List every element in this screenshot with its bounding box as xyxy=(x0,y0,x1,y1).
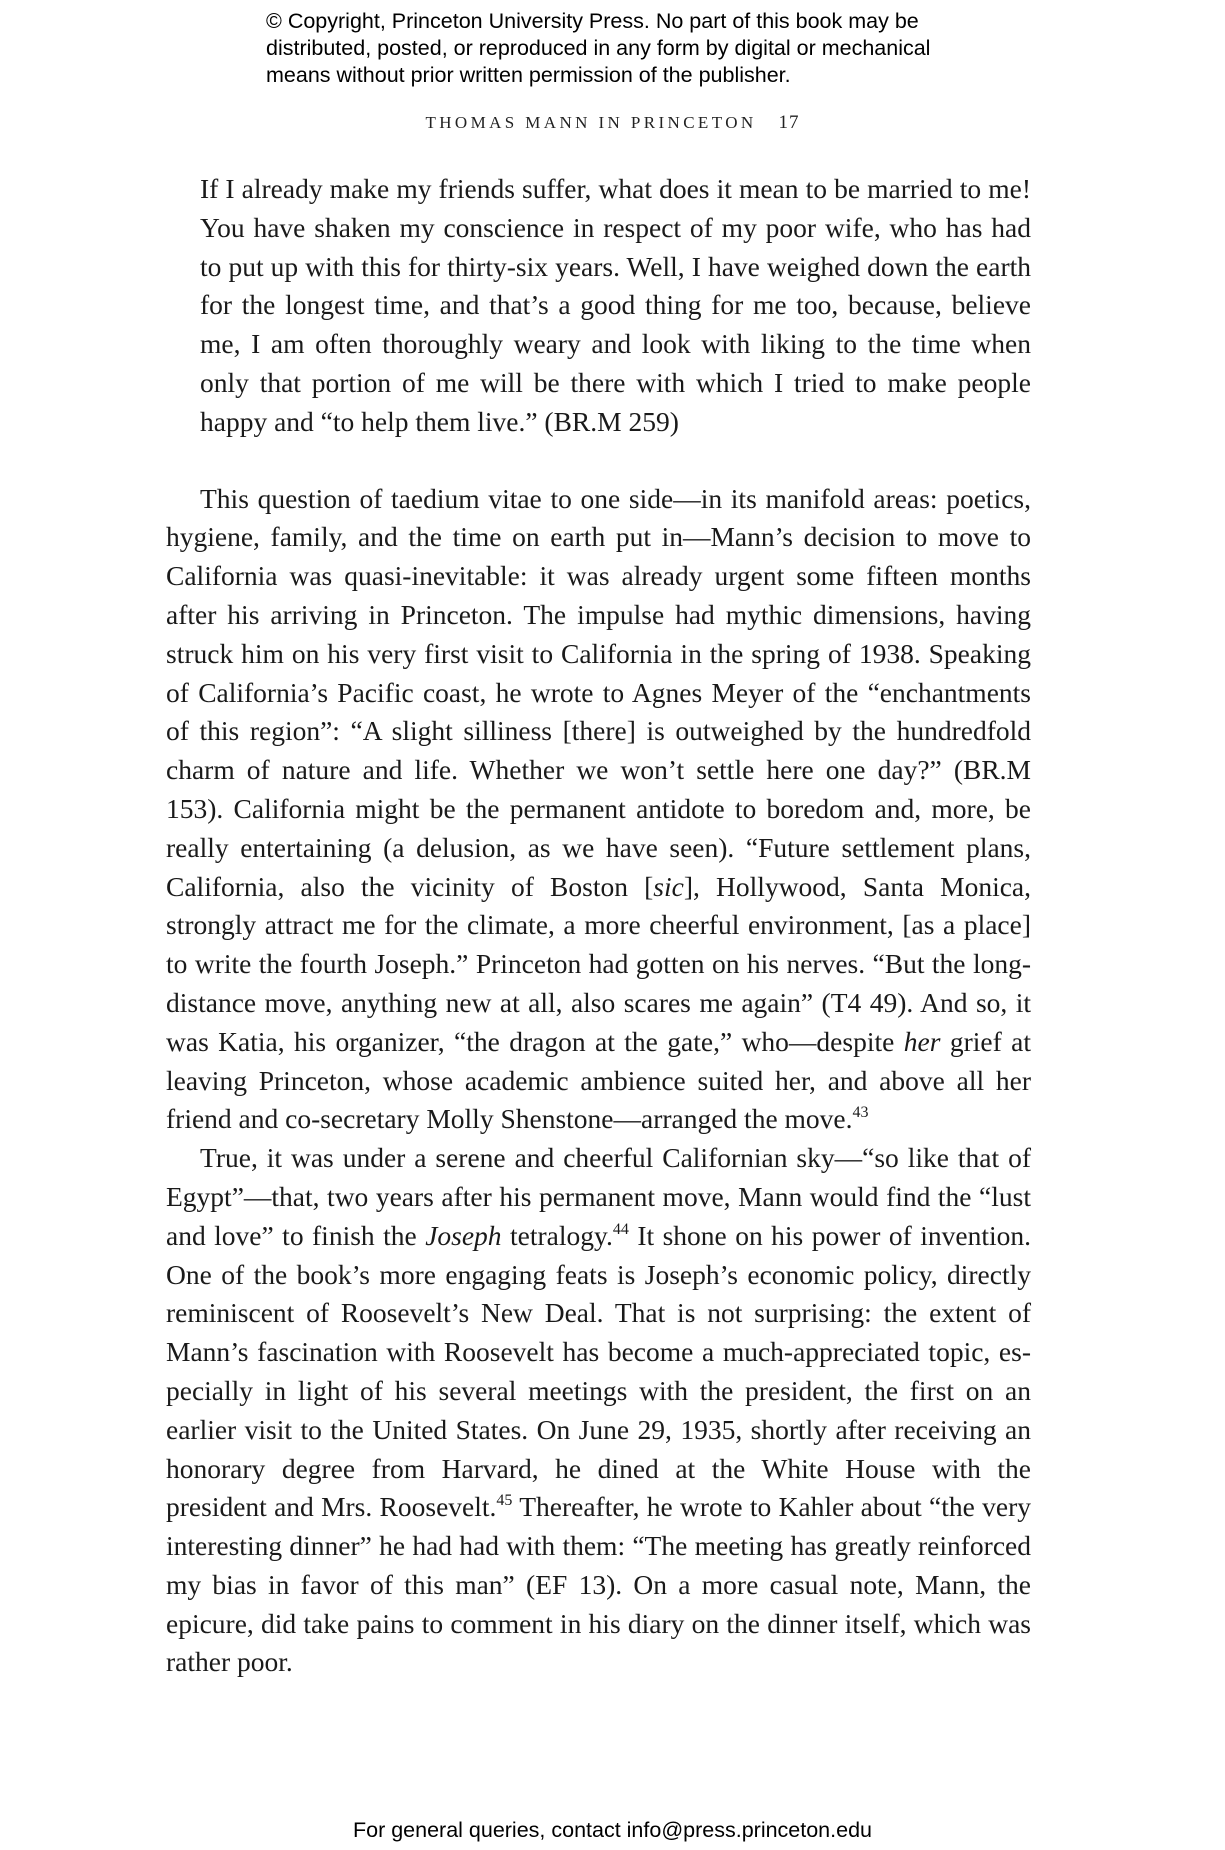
block-quotation: If I already make my friends suffer, what does it mean to be married to me! You have shaken my conscience in respect of my poor wife, who has had to put up with this for thirty-six years. Well, I have weighed down the earth for the longest time, and that’s a good thing for me too, because, believe me, I am often thoroughly weary and look with liking to the time when only that portion of me will be there with which I tried to make people happy and “to help them live.” (BR.M 259) xyxy=(200,173,1031,437)
body-text xyxy=(166,170,1031,1682)
copyright-line-3: means without prior written permission of the publisher. xyxy=(266,63,791,87)
footer-contact: For general queries, contact info@press.princeton.edu xyxy=(352,1818,872,1842)
paragraph-2: True, it was under a serene and cheerful Californian sky—“so like that of Egypt”—that, two years after his permanent move, Mann would find the “lust and love” to finish the Joseph tetralogy.$^{44}$ It shone on his power of invention. One of the book’s more engaging feats is Joseph’s economic policy, directly reminiscent of Roosevelt’s New Deal. That is not surprising: the extent of Mann’s fascination with Roosevelt has become a much-appreciated topic, especially in light of his several meetings with the president, the first on an earlier visit to the United States. On June 29, 1935, shortly after receiving an honorary degree from Harvard, he dined at the White House with the president and Mrs. Roosevelt.$^{45}$ Thereafter, he wrote to Kahler about “the very interesting dinner” he had had with them: “The meeting has greatly reinforced my bias in favor of this man” (EF 13). On a more casual note, Mann, the epicure, did take pains to comment in his diary on the dinner itself, which was rather poor. xyxy=(166,1142,1031,1678)
footnote-ref-44[interactable]: 44 xyxy=(612,1220,629,1238)
footnote-ref-45[interactable]: 45 xyxy=(496,1492,513,1510)
running-head xyxy=(0,112,1225,134)
copyright-line-2: distributed, posted, or reproduced in any form by digital or mechanical xyxy=(266,36,931,60)
copyright-notice xyxy=(266,8,1026,89)
sic-italic: sic xyxy=(653,870,684,902)
copyright-line-1: © Copyright, Princeton University Press. No part of this book may be xyxy=(266,9,919,33)
joseph-italic: Joseph xyxy=(425,1219,502,1251)
her-italic: her xyxy=(903,1025,941,1057)
page-number: 17 xyxy=(778,112,800,133)
paragraph-1: This question of taedium vitae to one side—in its manifold areas: poetics, hygiene, family, and the time on earth put in—Mann’s decision to move to California was quasi-inevitable: it was already urgent some fifteen months after his arriving in Princeton. The impulse had mythic dimensions, having struck him on his very first visit to California in the spring of 1938. Speaking of California’s Pacific coast, he wrote to Agnes Meyer of the “enchantments of this region”: “A slight silliness [there] is outweighed by the hundredfold charm of nature and life. Whether we won’t settle here one day?” (BR.M 153). California might be the permanent antidote to boredom and, more, be really entertaining (a delusion, as we have seen). “Future settlement plans, California, also the vicinity of Boston [sic], Hollywood, Santa Monica, strongly attract me for the climate, a more cheerful environment, [as a place] to write the fourth Joseph.” Princeton had gotten on his nerves. “But the long-distance move, anything new at all, also scares me again” (T4 49). And so, it was Katia, his organizer, “the dragon at the gate,” who—despite her grief at leaving Princeton, whose academic ambience suited her, and above all her friend and co-secretary Molly Shenstone—arranged the move.$^{43}$ xyxy=(166,482,1031,1135)
footnote-ref-43[interactable]: 43 xyxy=(852,1104,869,1122)
running-head-title: THOMAS MANN IN PRINCETON xyxy=(425,113,757,132)
